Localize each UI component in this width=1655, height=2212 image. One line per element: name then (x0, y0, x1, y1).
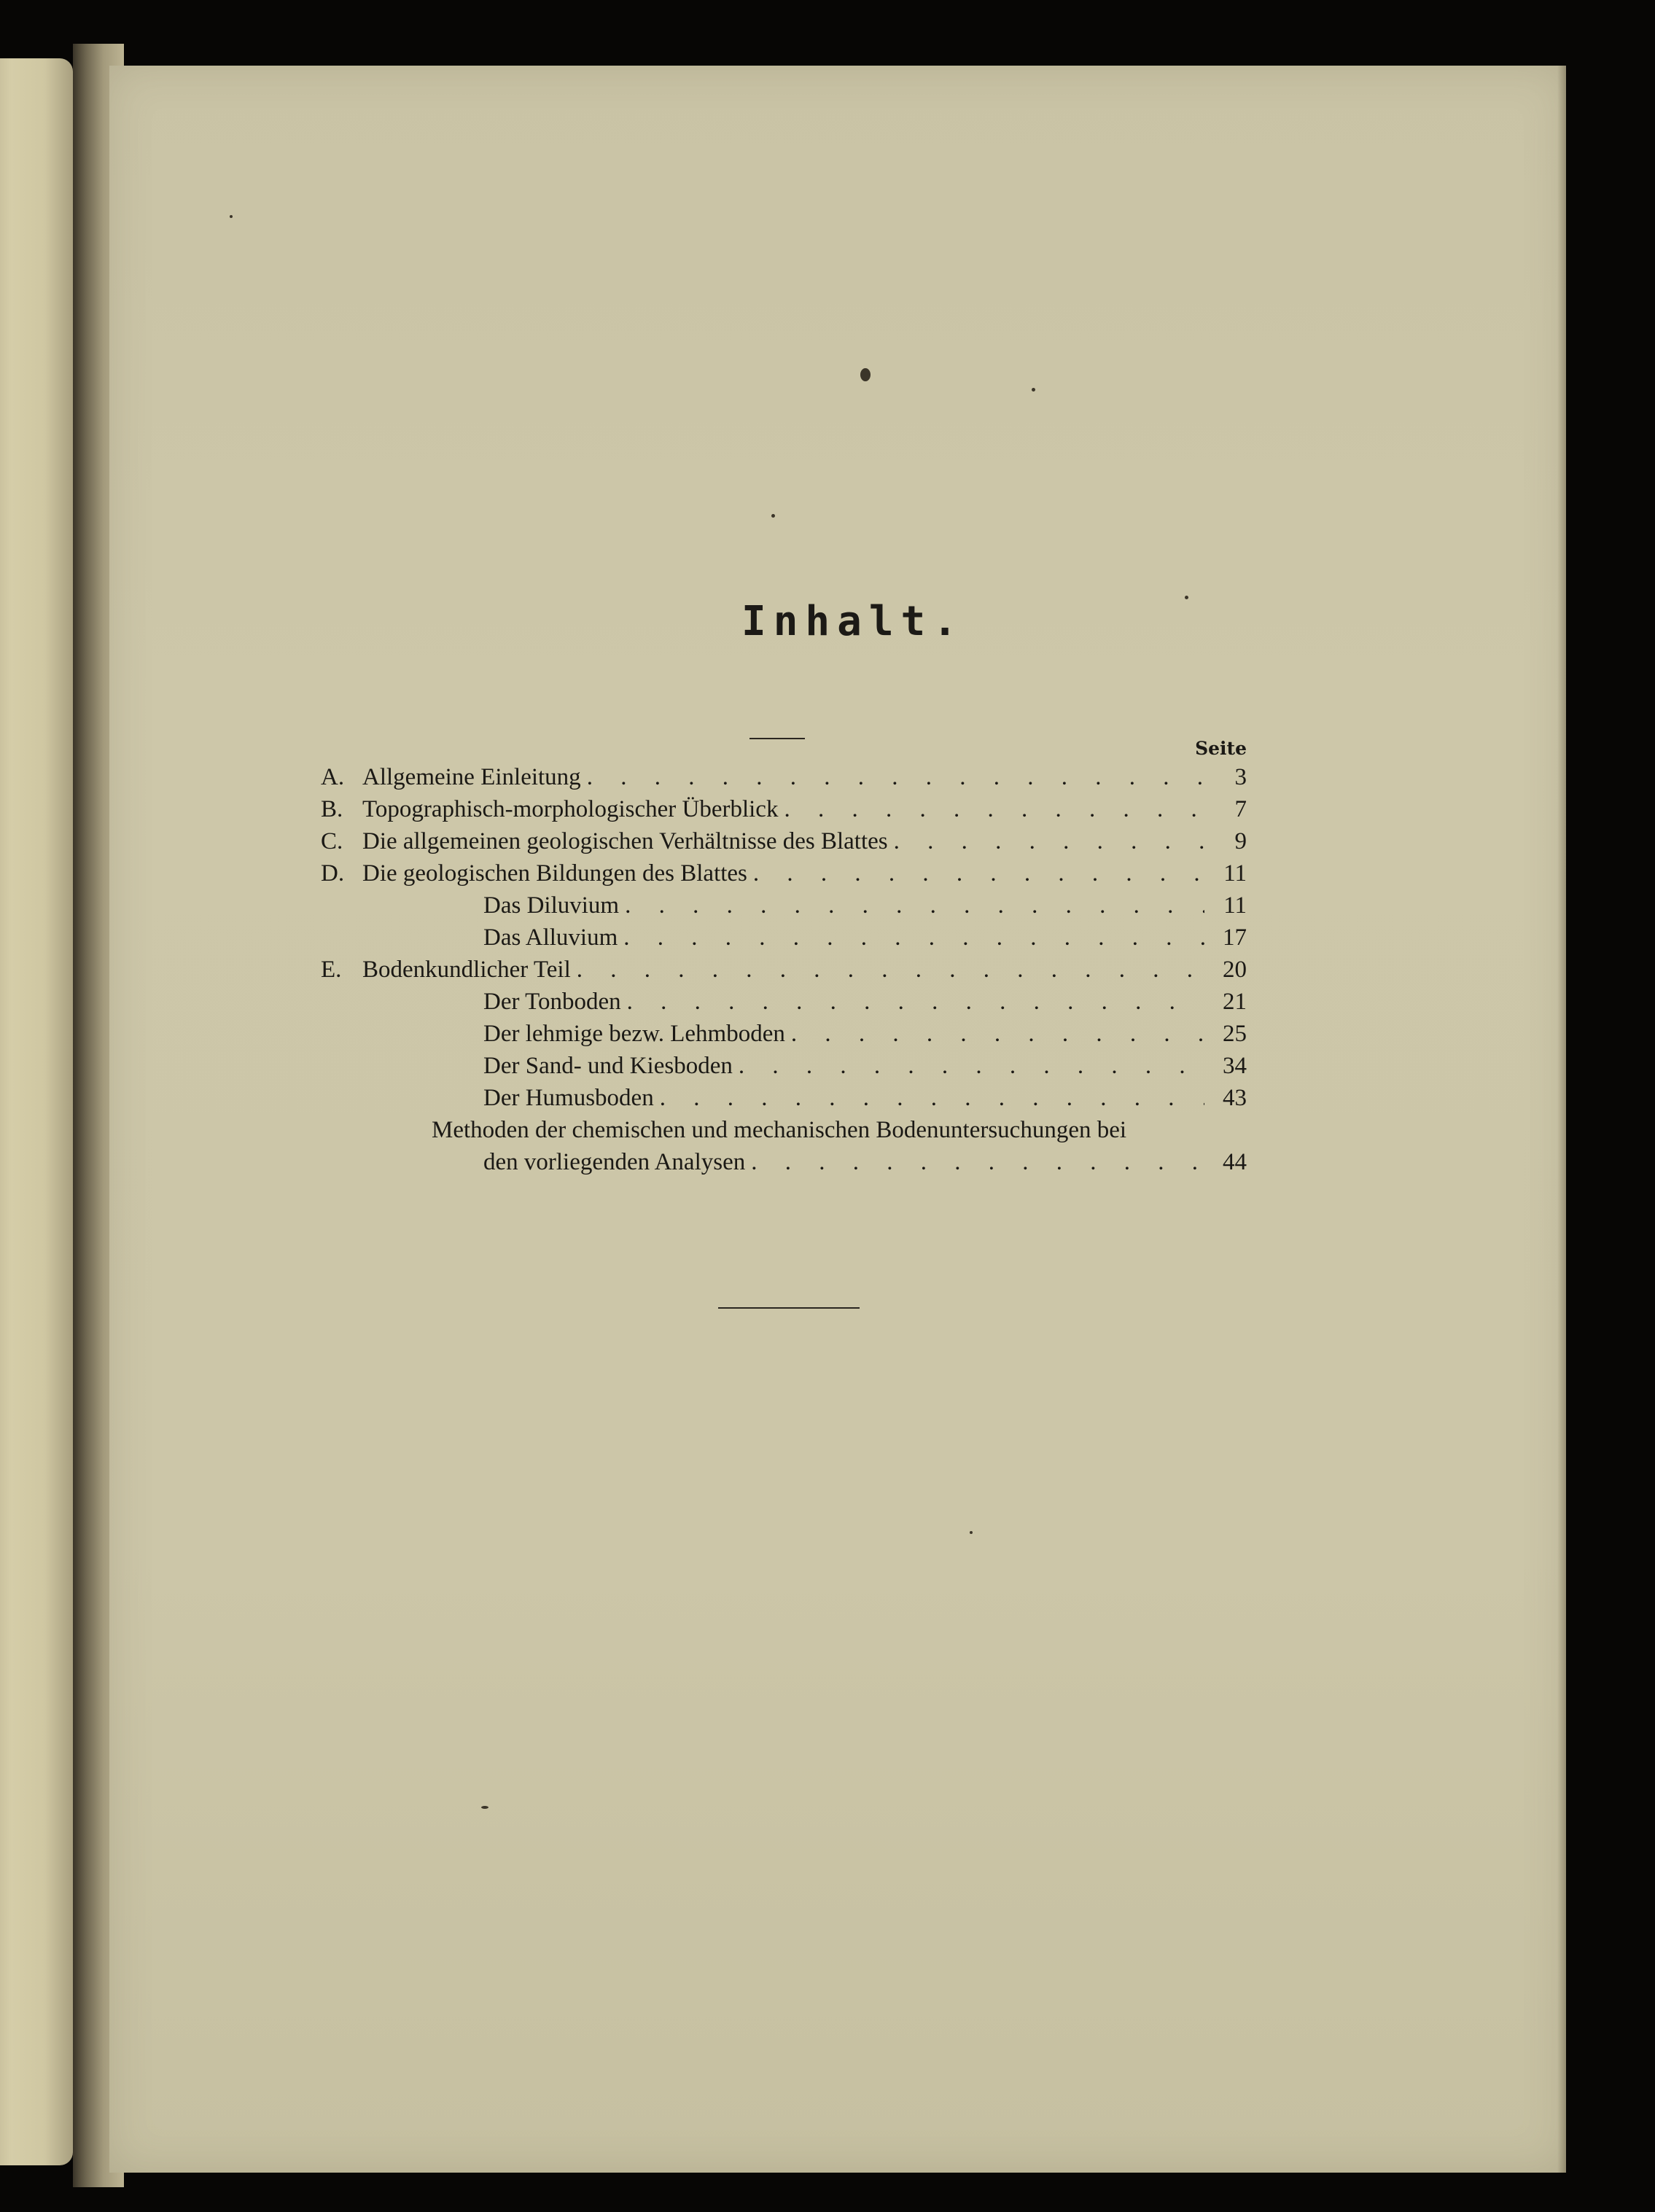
toc-entry-page: 34 (1223, 1053, 1247, 1079)
toc-subentry (321, 889, 1247, 922)
toc-subentry-multiline (321, 1114, 1247, 1146)
toc-entry-letter: D. (321, 860, 345, 887)
toc-entry (321, 954, 1247, 986)
toc-entry-page: 25 (1223, 1021, 1247, 1047)
toc-subentry (321, 922, 1247, 954)
dot-leader (623, 922, 1204, 954)
toc-entry-page: 3 (1234, 764, 1247, 790)
toc-entry-letter: A. (321, 764, 345, 790)
paper-speck (970, 1531, 973, 1534)
paper-speck (481, 1806, 488, 1809)
dot-leader (791, 1018, 1204, 1050)
toc-entry-label: Methoden der chemischen und mechanischen Bodenuntersuchungen bei (432, 1117, 1127, 1143)
toc-entry-label: Bodenkundlicher Teil (362, 957, 571, 983)
toc-entry (321, 857, 1247, 889)
toc-entry-page: 17 (1223, 924, 1247, 951)
dot-leader (753, 857, 1204, 889)
toc-entry-label: Die allgemeinen geologischen Verhältnisse des Blattes (362, 828, 888, 854)
dot-leader (627, 986, 1204, 1018)
toc-entry (321, 793, 1247, 825)
paper-speck (860, 368, 871, 381)
toc-entry-label: Der Sand- und Kiesboden (483, 1053, 733, 1079)
left-page-edge (0, 58, 73, 2165)
dot-leader (751, 1146, 1204, 1178)
table-of-contents (321, 736, 1247, 1178)
toc-entry (321, 825, 1247, 857)
toc-entry-label: Der Humusboden (483, 1085, 654, 1111)
toc-entry-label: Der Tonboden (483, 989, 621, 1015)
paper-speck (771, 514, 775, 518)
toc-entry-label: den vorliegenden Analysen (483, 1149, 746, 1175)
page-shadow-edge (1557, 66, 1566, 2173)
toc-subentry (321, 1082, 1247, 1114)
toc-subentry (321, 986, 1247, 1018)
dot-leader (739, 1050, 1204, 1082)
page-column-header: Seite (1195, 738, 1247, 759)
dot-leader (660, 1082, 1204, 1114)
paper-speck (1032, 388, 1035, 392)
toc-entry-label: Der lehmige bezw. Lehmboden (483, 1021, 785, 1047)
toc-entry-page: 43 (1223, 1085, 1247, 1111)
dot-leader (784, 793, 1204, 825)
toc-entry-page: 7 (1234, 796, 1247, 822)
toc-entry-label: Allgemeine Einleitung (362, 764, 581, 790)
toc-subentry (321, 1050, 1247, 1082)
toc-entry-page: 11 (1223, 860, 1247, 887)
toc-subentry (321, 1018, 1247, 1050)
toc-subentry-continuation (321, 1146, 1247, 1178)
toc-entry-label: Topographisch-morphologischer Überblick (362, 796, 779, 822)
dot-leader (577, 954, 1204, 986)
toc-entry-letter: E. (321, 957, 342, 983)
page-title: Inhalt. (741, 598, 965, 645)
toc-entry (321, 761, 1247, 793)
toc-entry-letter: B. (321, 796, 343, 822)
toc-entry-label: Das Diluvium (483, 892, 620, 919)
toc-entry-label: Die geologischen Bildungen des Blattes (362, 860, 747, 887)
toc-entry-page: 20 (1223, 957, 1247, 983)
toc-entry-page: 21 (1223, 989, 1247, 1015)
toc-entry-page: 44 (1223, 1149, 1247, 1175)
toc-entry-label: Das Alluvium (483, 924, 618, 951)
dot-leader (625, 889, 1204, 922)
closing-rule (718, 1307, 860, 1309)
dot-leader (587, 761, 1204, 793)
paper-speck (230, 215, 233, 218)
dot-leader (894, 825, 1204, 857)
toc-entry-page: 9 (1234, 828, 1247, 854)
toc-entry-letter: C. (321, 828, 343, 854)
toc-entry-page: 11 (1223, 892, 1247, 919)
